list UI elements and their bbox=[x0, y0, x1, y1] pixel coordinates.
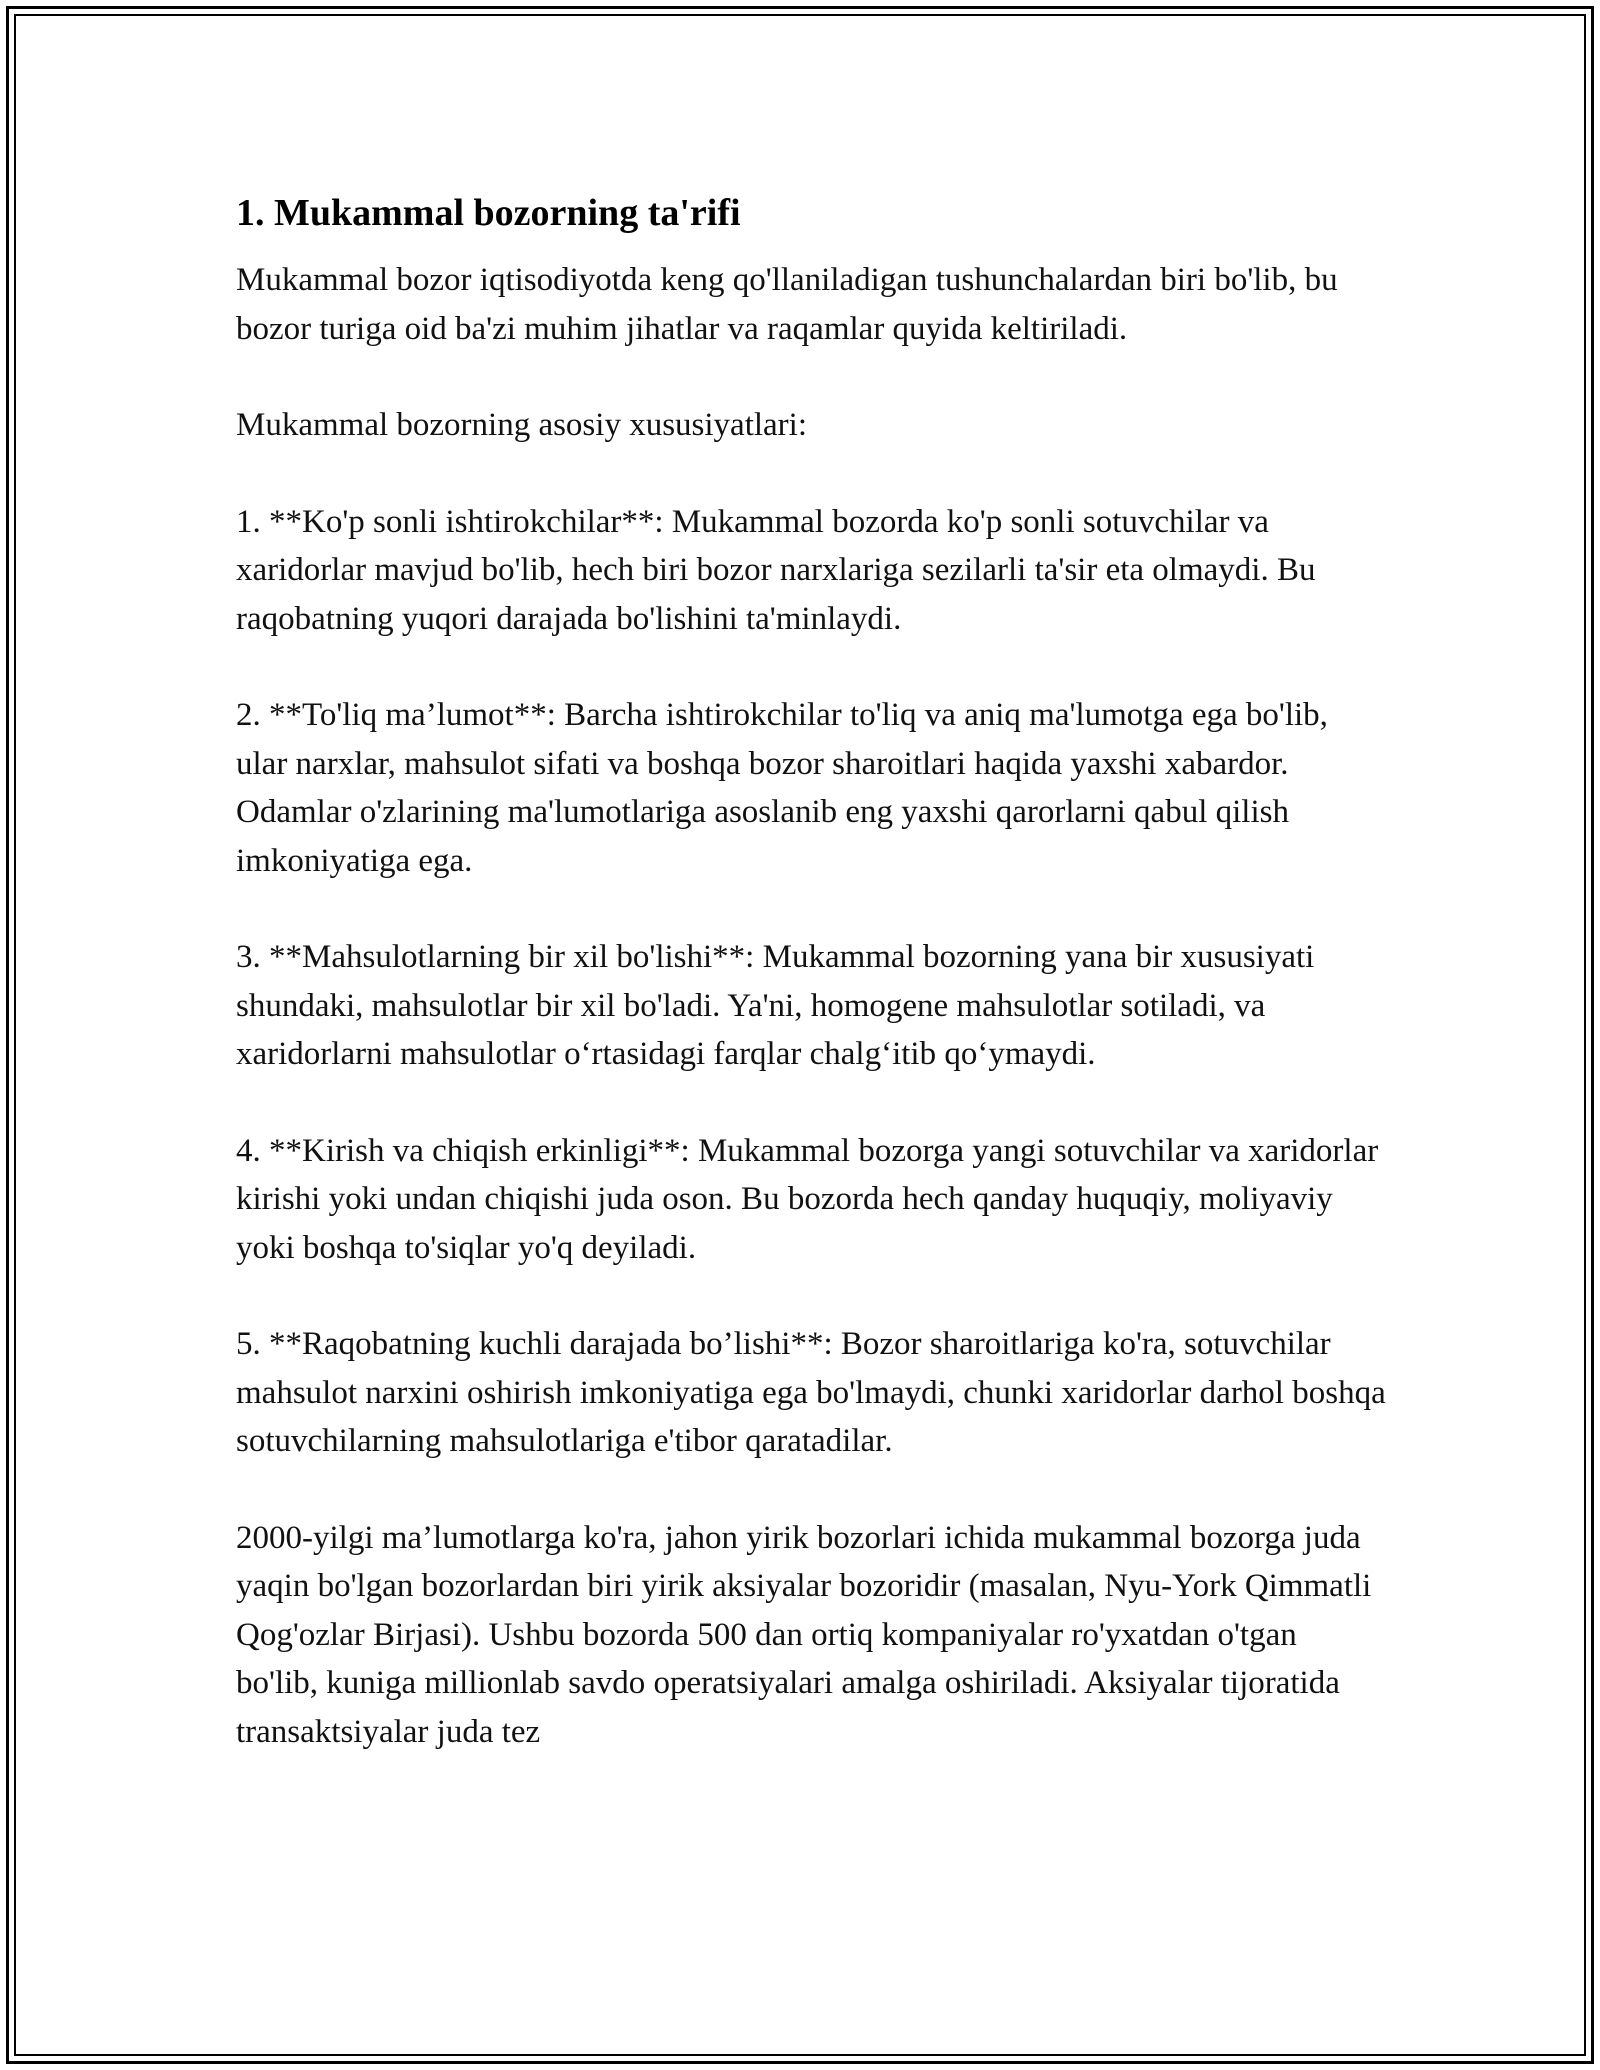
features-heading-paragraph: Mukammal bozorning asosiy xususiyatlari: bbox=[236, 407, 808, 443]
document-body bbox=[236, 188, 1386, 1804]
section-title: 1. Mukammal bozorning ta'rifi bbox=[236, 192, 741, 234]
feature-item-3: 3. **Mahsulotlarning bir xil bo'lishi**: Mukammal bozorning yana bir xususiyati shundaki, mahsulotlar bir xil bo'ladi. Ya'ni, homogene mahsulotlar sotiladi, va xaridorlarni mahsulotlar o‘rtasidagi farqlar chalg‘itib qo‘ymaydi. bbox=[236, 939, 1315, 1072]
feature-item-4: 4. **Kirish va chiqish erkinligi**: Mukammal bozorga yangi sotuvchilar va xaridorlar kirishi yoki undan chiqishi juda oson. Bu bozorda hech qanday huquqiy, moliyaviy yoki boshqa to'siqlar yo'q deyiladi. bbox=[236, 1132, 1379, 1266]
intro-paragraph: Mukammal bozor iqtisodiyotda keng qo'llaniladigan tushunchalardan biri bo'lib, bu bozor turiga oid ba'zi muhim jihatlar va raqamlar quyida keltiriladi. bbox=[236, 262, 1338, 347]
stock-market-paragraph: 2000-yilgi ma’lumotlarga ko'ra, jahon yirik bozorlari ichida mukammal bozorga juda yaqin bo'lgan bozorlardan biri yirik aksiyalar bozoridir (masalan, Nyu-York Qimmatli Qog'ozlar Birjasi). Ushbu bozorda 500 dan ortiq kompaniyalar ro'yxatdan o'tgan bo'lib, kuniga millionlab savdo operatsiyalari amalga oshiriladi. Aksiyalar tijoratida transaktsiyalar juda tez bbox=[236, 1519, 1372, 1750]
feature-item-5: 5. **Raqobatning kuchli darajada bo’lishi**: Bozor sharoitlariga ko'ra, sotuvchilar mahsulot narxini oshirish imkoniyatiga ega bo'lmaydi, chunki xaridorlar darhol boshqa sotuvchilarning mahsulotlariga e'tibor qaratadilar. bbox=[236, 1326, 1386, 1459]
feature-item-2: 2. **To'liq ma’lumot**: Barcha ishtirokchilar to'liq va aniq ma'lumotga ega bo'lib, ular narxlar, mahsulot sifati va boshqa bozor sharoitlari haqida yaxshi xabardor. Odamlar o'zlarining ma'lumotlariga asoslanib eng yaxshi qarorlarni qabul qilish imkoniyatiga ega. bbox=[236, 697, 1328, 879]
feature-item-1: 1. **Ko'p sonli ishtirokchilar**: Mukammal bozorda ko'p sonli sotuvchilar va xaridorlar mavjud bo'lib, hech biri bozor narxlariga sezilarli ta'sir eta olmaydi. Bu raqobatning yuqori darajada bo'lishini ta'minlaydi. bbox=[236, 503, 1316, 637]
